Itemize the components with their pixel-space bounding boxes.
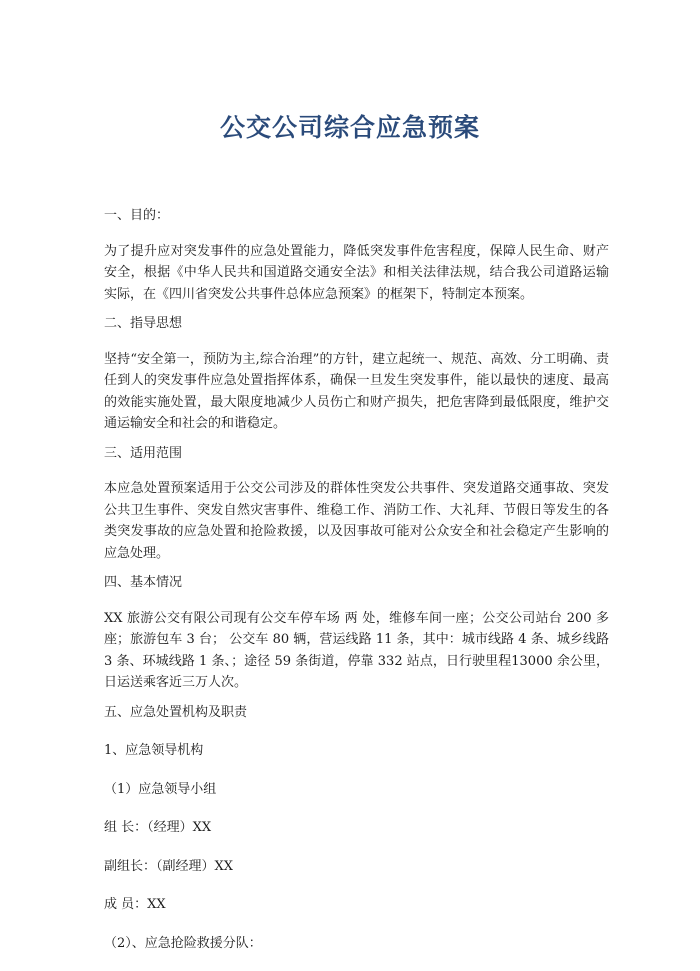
line-deputy-leader: 副组长：（副经理）XX: [104, 858, 234, 874]
section-heading-organization: 五、应急处置机构及职责: [104, 704, 248, 720]
section-heading-purpose: 一、目的：: [104, 208, 170, 223]
section-body-guiding-principle: 坚持“安全第一，预防为主,综合治理”的方针，建立起统一、规范、高效、分工明确、责任到人的突发事件应急处置指挥体系，确保一旦发生突发事件，能以最快的速度、最高的效能实施处置，最大限度地减少人员伤亡和财产损失，把危害降到最低限度，维护交通运输安全和社会的和谐稳定。: [104, 351, 609, 431]
section-body-scope: 本应急处置预案适用于公交公司涉及的群体性突发公共事件、突发道路交通事故、突发公共卫生事件、突发自然灾害事件、维稳工作、消防工作、大礼拜、节假日等发生的各类突发事故的应急处置和抢险救援，以及因事故可能对公众安全和社会稳定产生影响的应急处理。: [104, 481, 609, 561]
section-heading-basic-info: 四、基本情况: [104, 575, 183, 590]
section-heading-scope: 三、适用范围: [104, 445, 183, 461]
section-body-purpose: 为了提升应对突发事件的应急处置能力，降低突发事件危害程度，保障人民生命、财产安全，根据《中华人民共和国道路交通安全法》和相关法律法规，结合我公司道路运输实际，在《四川省突发公共事件总体应急预案》的框架下，特制定本预案。: [104, 243, 609, 302]
document-body: [104, 205, 609, 971]
document-title: 公交公司综合应急预案: [219, 113, 480, 142]
subheading-leadership-group: （1）应急领导小组: [104, 781, 217, 797]
line-members: 成 员：XX: [104, 897, 166, 912]
subheading-rescue-team: （2）、应急抢险救援分队：: [104, 935, 262, 951]
section-body-basic-info: XX 旅游公交有限公司现有公交车停车场 两 处，维修车间一座；公交公司站台 200 多座；旅游包车 3 台； 公交车 80 辆，营运线路 11 条，其中：城市线路 4 条、城乡线路 3 条、环城线路 1 条、；途径 59 条街道，停靠 332 站点，日行驶里程13000 余公里，日运送乘客近三万人次。: [104, 610, 609, 690]
subheading-leadership: 1、应急领导机构: [104, 743, 204, 758]
section-heading-guiding-principle: 二、指导思想: [104, 316, 183, 331]
line-group-leader: 组 长：（经理）XX: [104, 820, 212, 835]
